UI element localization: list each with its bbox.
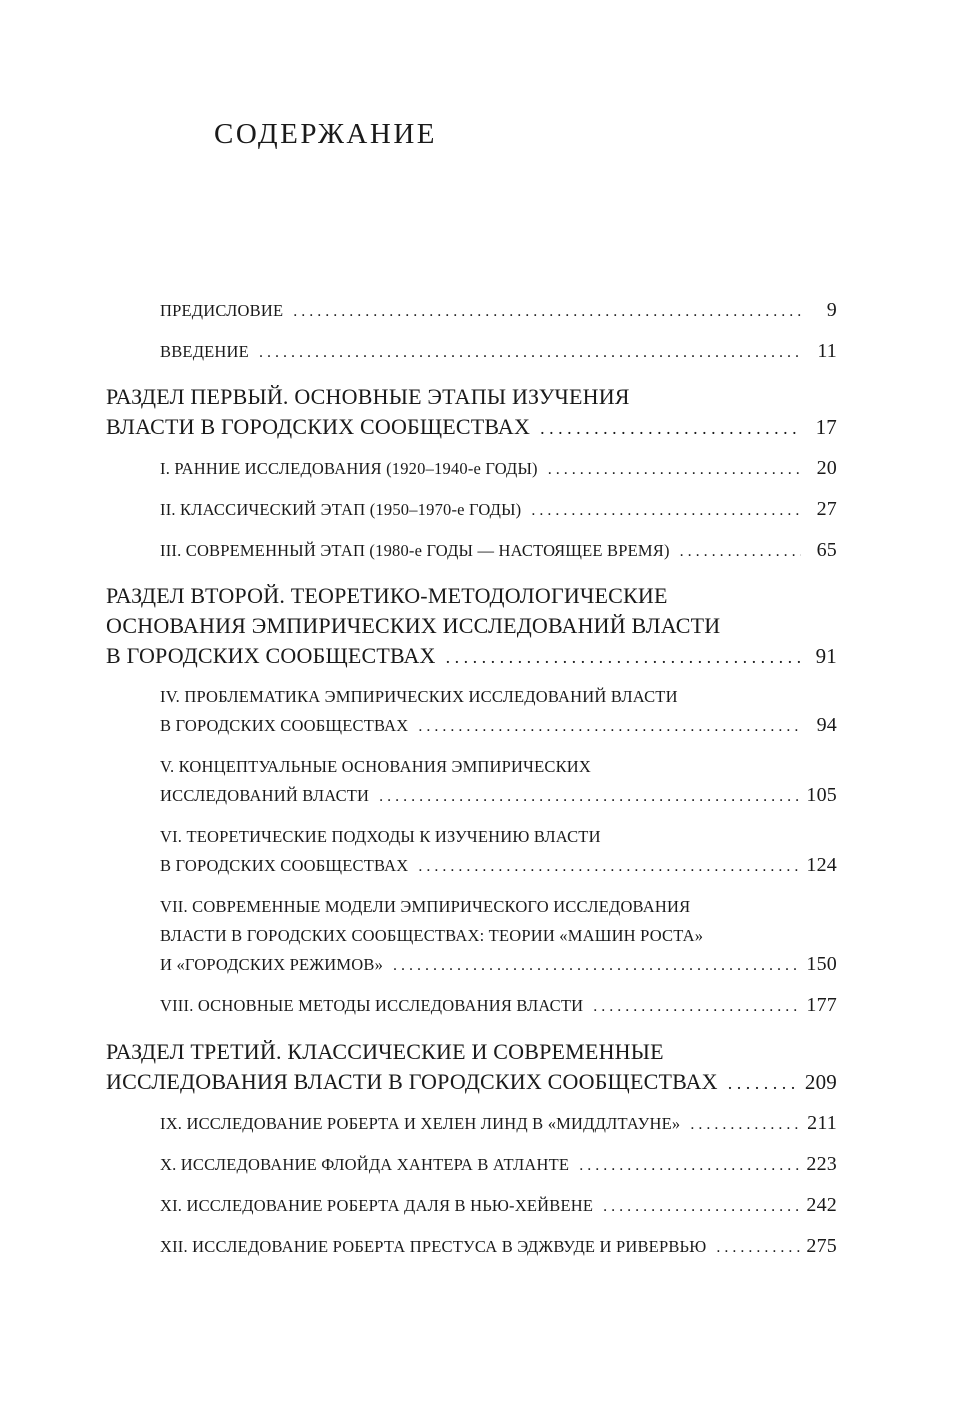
toc-entry[interactable] [160,991,837,1021]
toc-section-text: РАЗДЕЛ ВТОРОЙ. ТЕОРЕТИКО-МЕТОДОЛОГИЧЕСКИЕ [106,583,668,608]
toc-page-number: 27 [816,498,837,520]
dot-leader [680,537,801,566]
toc-section-text: ОСНОВАНИЯ ЭМПИРИЧЕСКИХ ИССЛЕДОВАНИЙ ВЛАСТИ [106,613,721,638]
dot-leader [418,852,800,881]
toc-entry-text: III. СОВРЕМЕННЫЙ ЭТАП (1980-е ГОДЫ — НАСТОЯЩЕЕ ВРЕМЯ) [160,541,670,560]
dot-leader [259,338,801,367]
toc-section-text: ИССЛЕДОВАНИЯ ВЛАСТИ В ГОРОДСКИХ СООБЩЕСТВАХ [106,1069,718,1094]
toc-page-number: 105 [806,784,837,806]
toc-page-number: 9 [826,299,837,321]
toc-section[interactable] [106,1037,837,1098]
dot-leader [603,1192,800,1221]
toc-entry-text: В ГОРОДСКИХ СООБЩЕСТВАХ [160,716,409,735]
toc-page-number: 177 [806,994,837,1016]
dot-leader [393,951,800,980]
page-title: СОДЕРЖАНИЕ [214,118,437,150]
toc-entry-text: VI. ТЕОРЕТИЧЕСКИЕ ПОДХОДЫ К ИЗУЧЕНИЮ ВЛАСТИ [160,827,601,846]
dot-leader [379,782,800,811]
toc-entry-text: XII. ИССЛЕДОВАНИЕ РОБЕРТА ПРЕСТУСА В ЭДЖВУДЕ И РИВЕРВЬЮ [160,1237,707,1256]
toc-entry-text: VIII. ОСНОВНЫЕ МЕТОДЫ ИССЛЕДОВАНИЯ ВЛАСТИ [160,996,584,1015]
toc-entry[interactable] [160,892,837,980]
toc-page-number: 242 [806,1194,837,1216]
toc-entry[interactable] [160,337,837,367]
toc-entry-text: VII. СОВРЕМЕННЫЕ МОДЕЛИ ЭМПИРИЧЕСКОГО ИССЛЕДОВАНИЯ [160,897,691,916]
toc-entry-text: В ГОРОДСКИХ СООБЩЕСТВАХ [160,856,409,875]
toc-page-number: 150 [806,953,837,975]
toc-entry[interactable] [160,536,837,566]
toc-entry[interactable] [160,495,837,525]
toc-entry[interactable] [160,682,837,741]
toc-entry-text: II. КЛАССИЧЕСКИЙ ЭТАП (1950–1970-е ГОДЫ) [160,500,522,519]
dot-leader [293,297,801,326]
toc-entry-text: V. КОНЦЕПТУАЛЬНЫЕ ОСНОВАНИЯ ЭМПИРИЧЕСКИХ [160,757,592,776]
toc-section-text: В ГОРОДСКИХ СООБЩЕСТВАХ [106,643,436,668]
dot-leader [716,1233,800,1262]
toc-entry-text: I. РАННИЕ ИССЛЕДОВАНИЯ (1920–1940-е ГОДЫ) [160,459,538,478]
toc-page-number: 17 [815,415,837,439]
dot-leader [548,455,801,484]
dot-leader [540,413,801,443]
dot-leader [579,1151,800,1180]
toc-entry-text: ВВЕДЕНИЕ [160,342,249,361]
toc-page-number: 94 [816,714,837,736]
toc-page-number: 275 [806,1235,837,1257]
toc-section[interactable] [106,581,837,672]
toc-section-text: РАЗДЕЛ ПЕРВЫЙ. ОСНОВНЫЕ ЭТАПЫ ИЗУЧЕНИЯ [106,384,630,409]
dot-leader [690,1110,801,1139]
toc-entry-text: XI. ИССЛЕДОВАНИЕ РОБЕРТА ДАЛЯ В НЬЮ-ХЕЙВЕНЕ [160,1196,594,1215]
dot-leader [446,642,801,672]
toc-page-number: 211 [807,1112,837,1134]
dot-leader [418,712,801,741]
toc-entry[interactable] [160,752,837,811]
toc-page-number: 20 [816,457,837,479]
toc-entry[interactable] [160,454,837,484]
toc-entry-text: X. ИССЛЕДОВАНИЕ ФЛОЙДА ХАНТЕРА В АТЛАНТЕ [160,1155,570,1174]
toc-page-number: 91 [815,644,837,668]
toc-page-number: 11 [817,340,837,362]
dot-leader [531,496,801,525]
toc-entry[interactable] [160,822,837,881]
toc-section[interactable] [106,382,837,443]
toc-page-number: 65 [816,539,837,561]
dot-leader [593,992,800,1021]
toc-entry-text: ВЛАСТИ В ГОРОДСКИХ СООБЩЕСТВАХ: ТЕОРИИ «МАШИН РОСТА» [160,926,704,945]
toc-entry[interactable] [160,1109,837,1139]
toc-section-text: РАЗДЕЛ ТРЕТИЙ. КЛАССИЧЕСКИЕ И СОВРЕМЕННЫЕ [106,1039,664,1064]
toc-entry-text: IV. ПРОБЛЕМАТИКА ЭМПИРИЧЕСКИХ ИССЛЕДОВАНИЙ ВЛАСТИ [160,687,678,706]
toc-entry[interactable] [160,1191,837,1221]
toc-entry[interactable] [160,1150,837,1180]
toc-entry-text: ИССЛЕДОВАНИЙ ВЛАСТИ [160,786,370,805]
toc-entry-text: ПРЕДИСЛОВИЕ [160,301,284,320]
dot-leader [728,1068,799,1098]
toc-entry[interactable] [160,1232,837,1262]
toc-entry-text: IX. ИССЛЕДОВАНИЕ РОБЕРТА И ХЕЛЕН ЛИНД В «МИДДЛТАУНЕ» [160,1114,681,1133]
toc-page-number: 223 [806,1153,837,1175]
toc-entry-text: И «ГОРОДСКИХ РЕЖИМОВ» [160,955,384,974]
toc-section-text: ВЛАСТИ В ГОРОДСКИХ СООБЩЕСТВАХ [106,414,531,439]
toc-page-number: 124 [806,854,837,876]
toc-entry[interactable] [160,296,837,326]
toc-page-number: 209 [804,1070,837,1094]
